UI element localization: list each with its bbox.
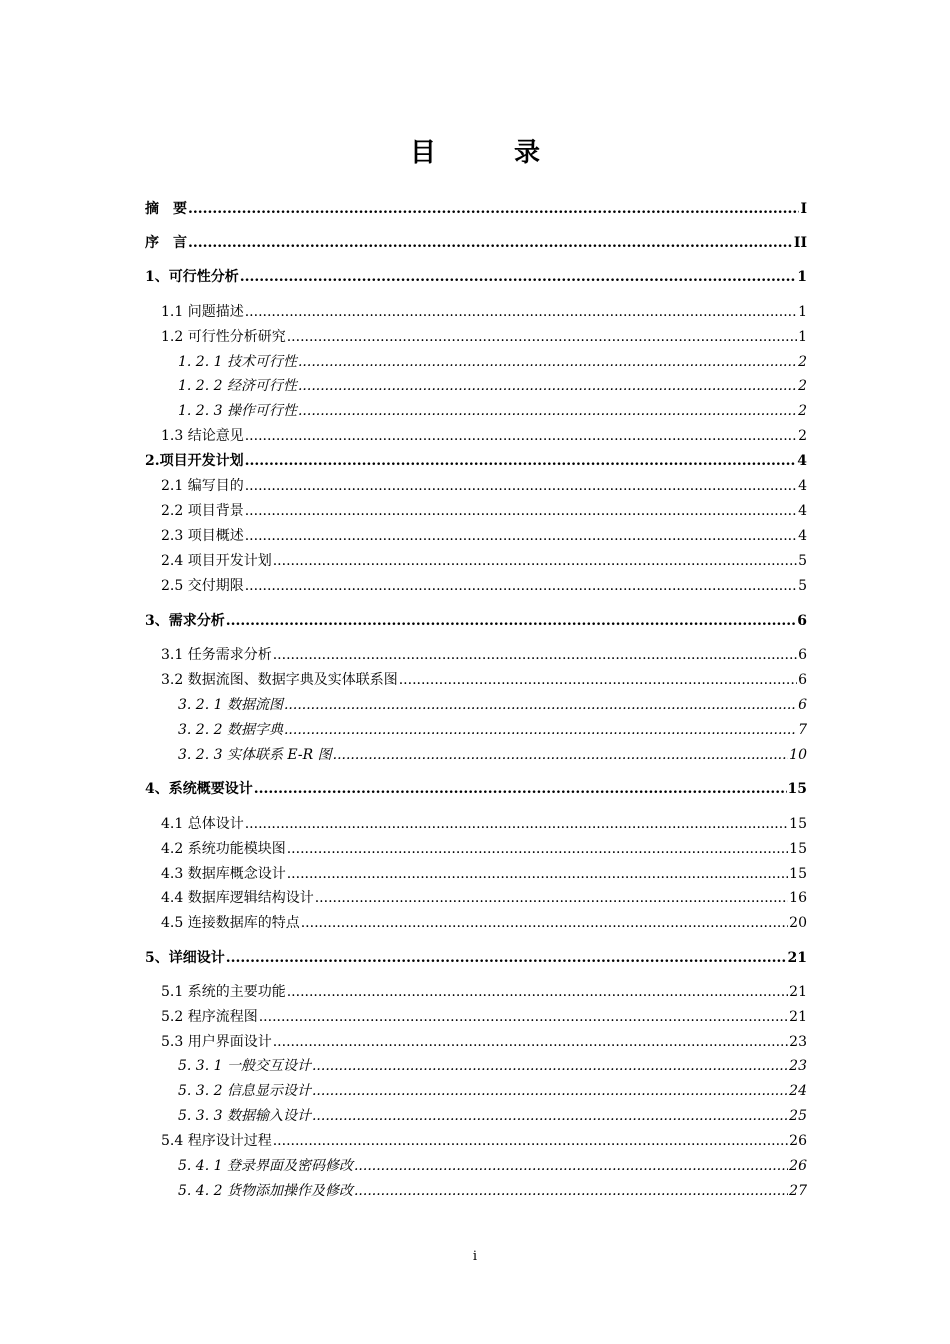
- toc-entry-page: 26: [789, 1133, 807, 1149]
- toc-entry[interactable]: [145, 1080, 807, 1100]
- toc-leader-dots: [287, 329, 797, 345]
- toc-entry-label: 摘 要: [145, 201, 187, 217]
- toc-leader-dots: [287, 984, 788, 1000]
- toc-entry-label: 4.4 数据库逻辑结构设计: [161, 890, 314, 906]
- toc-leader-dots: [354, 1183, 788, 1199]
- toc-leader-dots: [298, 403, 797, 419]
- toc-entry-label: 5. 3. 2 信息显示设计: [178, 1083, 311, 1099]
- toc-entry-page: 6: [797, 613, 807, 629]
- toc-title: 目 录: [409, 138, 566, 168]
- toc-entry[interactable]: [145, 694, 807, 714]
- toc-leader-dots: [315, 890, 788, 906]
- toc-entry-label: 1.1 问题描述: [161, 304, 244, 320]
- toc-entry-label: 4、系统概要设计: [145, 781, 253, 797]
- toc-entry-label: 3.2 数据流图、数据字典及实体联系图: [161, 672, 398, 688]
- toc-entry-page: 21: [787, 950, 807, 966]
- toc-entry[interactable]: [145, 838, 807, 858]
- toc-leader-dots: [245, 528, 797, 544]
- toc-entry[interactable]: [145, 1130, 807, 1150]
- toc-entry-page: 24: [789, 1083, 807, 1099]
- toc-entry-label: 5. 4. 2 货物添加操作及修改: [178, 1183, 353, 1199]
- toc-leader-dots: [301, 915, 788, 931]
- toc-entry-page: 16: [789, 890, 807, 906]
- toc-entry-label: 5、详细设计: [145, 950, 225, 966]
- toc-leader-dots: [259, 1009, 788, 1025]
- toc-entry-label: 序 言: [145, 235, 187, 251]
- toc-entry[interactable]: [145, 575, 807, 595]
- toc-leader-dots: [226, 950, 787, 966]
- toc-leader-dots: [254, 781, 787, 797]
- toc-entry-label: 2.3 项目概述: [161, 528, 244, 544]
- toc-leader-dots: [188, 235, 793, 251]
- toc-entry-label: 3.1 任务需求分析: [161, 647, 272, 663]
- toc-leader-dots: [240, 269, 797, 285]
- toc-entry[interactable]: [145, 475, 807, 495]
- toc-entry-label: 1.3 结论意见: [161, 428, 244, 444]
- toc-entry-page: 6: [798, 697, 807, 713]
- toc-leader-dots: [284, 722, 797, 738]
- toc-entry-page: 15: [787, 781, 807, 797]
- toc-entry-page: 25: [789, 1108, 807, 1124]
- toc-entry-label: 5. 3. 1 一般交互设计: [178, 1058, 311, 1074]
- toc-entry-page: 5: [798, 553, 807, 569]
- toc-entry-page: 15: [789, 816, 807, 832]
- toc-entry[interactable]: [145, 425, 807, 445]
- toc-entry-label: 2.2 项目背景: [161, 503, 244, 519]
- toc-leader-dots: [245, 816, 788, 832]
- toc-leader-dots: [333, 747, 789, 763]
- toc-entry-page: 1: [798, 304, 807, 320]
- toc-entry[interactable]: [145, 301, 807, 321]
- toc-entry[interactable]: [145, 198, 807, 218]
- toc-entry-label: 2.项目开发计划: [145, 453, 244, 469]
- toc-entry-label: 1. 2. 3 操作可行性: [178, 403, 297, 419]
- toc-leader-dots: [188, 201, 799, 217]
- toc-entry[interactable]: [145, 326, 807, 346]
- toc-entry-page: 2: [798, 428, 807, 444]
- toc-entry-label: 1. 2. 1 技术可行性: [178, 354, 297, 370]
- toc-entry-label: 1. 2. 2 经济可行性: [178, 378, 297, 394]
- toc-entry-page: 4: [798, 478, 807, 494]
- toc-entry[interactable]: [145, 947, 807, 967]
- toc-leader-dots: [298, 378, 797, 394]
- toc-leader-dots: [298, 354, 797, 370]
- toc-entry-label: 4.1 总体设计: [161, 816, 244, 832]
- toc-entry[interactable]: [145, 525, 807, 545]
- toc-entry[interactable]: [145, 887, 807, 907]
- toc-entry[interactable]: [145, 232, 807, 252]
- toc-leader-dots: [273, 1133, 788, 1149]
- toc-entry-page: 21: [789, 1009, 807, 1025]
- toc-entry-page: 10: [789, 747, 807, 763]
- toc-leader-dots: [399, 672, 797, 688]
- toc-entry-page: 15: [789, 866, 807, 882]
- toc-entry[interactable]: [145, 744, 807, 764]
- toc-entry-page: 7: [798, 722, 807, 738]
- page-number-footer: i: [472, 1249, 478, 1264]
- toc-entry-page: 23: [789, 1034, 807, 1050]
- toc-leader-dots: [312, 1058, 788, 1074]
- toc-entry[interactable]: [145, 550, 807, 570]
- toc-leader-dots: [312, 1083, 788, 1099]
- toc-entry[interactable]: [145, 912, 807, 932]
- toc-entry[interactable]: [145, 719, 807, 739]
- toc-entry-label: 3. 2. 3 实体联系 E-R 图: [178, 747, 332, 763]
- toc-leader-dots: [245, 304, 797, 320]
- toc-leader-dots: [226, 613, 797, 629]
- toc-entry[interactable]: [145, 1180, 807, 1200]
- toc-leader-dots: [273, 1034, 788, 1050]
- toc-leader-dots: [245, 503, 797, 519]
- toc-leader-dots: [245, 478, 797, 494]
- toc-leader-dots: [287, 841, 788, 857]
- toc-entry[interactable]: [145, 375, 807, 395]
- toc-entry-label: 3. 2. 2 数据字典: [178, 722, 283, 738]
- toc-leader-dots: [354, 1158, 788, 1174]
- toc-entry-page: 6: [798, 672, 807, 688]
- toc-leader-dots: [273, 647, 797, 663]
- toc-entry[interactable]: [145, 863, 807, 883]
- toc-entry-page: II: [793, 235, 807, 251]
- toc-entry-label: 5.2 程序流程图: [161, 1009, 258, 1025]
- toc-leader-dots: [245, 453, 797, 469]
- toc-leader-dots: [245, 578, 797, 594]
- toc-entry-page: 15: [789, 841, 807, 857]
- toc-entry-label: 2.4 项目开发计划: [161, 553, 272, 569]
- toc-leader-dots: [312, 1108, 788, 1124]
- toc-entry-label: 5.3 用户界面设计: [161, 1034, 272, 1050]
- toc-leader-dots: [273, 553, 797, 569]
- toc-entry-page: 26: [789, 1158, 807, 1174]
- toc-entry-page: 4: [797, 453, 807, 469]
- toc-entry[interactable]: [145, 450, 807, 470]
- toc-leader-dots: [284, 697, 797, 713]
- toc-entry-page: 23: [789, 1058, 807, 1074]
- toc-entry-label: 5. 3. 3 数据输入设计: [178, 1108, 311, 1124]
- toc-entry-page: 2: [798, 378, 807, 394]
- toc-entry[interactable]: [145, 1155, 807, 1175]
- toc-entry-page: 5: [798, 578, 807, 594]
- toc-entry[interactable]: [145, 500, 807, 520]
- toc-entry[interactable]: [145, 1031, 807, 1051]
- toc-entry-label: 2.5 交付期限: [161, 578, 244, 594]
- toc-entry-label: 5. 4. 1 登录界面及密码修改: [178, 1158, 353, 1174]
- toc-entry[interactable]: [145, 644, 807, 664]
- toc-entry-label: 2.1 编写目的: [161, 478, 244, 494]
- toc-entry-page: 1: [798, 329, 807, 345]
- toc-leader-dots: [245, 428, 797, 444]
- toc-entry[interactable]: [145, 1006, 807, 1026]
- toc-entry-page: 4: [798, 528, 807, 544]
- toc-entry-label: 5.1 系统的主要功能: [161, 984, 286, 1000]
- toc-entry-label: 3、需求分析: [145, 613, 225, 629]
- toc-entry-page: I: [800, 201, 807, 217]
- toc-entry-label: 1、可行性分析: [145, 269, 239, 285]
- toc-entry-label: 4.5 连接数据库的特点: [161, 915, 300, 931]
- toc-entry[interactable]: [145, 266, 807, 286]
- toc-entry-page: 20: [789, 915, 807, 931]
- toc-entry[interactable]: [145, 981, 807, 1001]
- toc-entry-page: 4: [798, 503, 807, 519]
- toc-entry-label: 5.4 程序设计过程: [161, 1133, 272, 1149]
- toc-entry[interactable]: [145, 351, 807, 371]
- toc-entry-page: 27: [789, 1183, 807, 1199]
- toc-entry[interactable]: [145, 400, 807, 420]
- toc-entry-page: 6: [798, 647, 807, 663]
- toc-entry-label: 4.3 数据库概念设计: [161, 866, 286, 882]
- toc-entry[interactable]: [145, 813, 807, 833]
- toc-entry-page: 21: [789, 984, 807, 1000]
- toc-entry-page: 1: [797, 269, 807, 285]
- toc-leader-dots: [287, 866, 788, 882]
- toc-entry-page: 2: [798, 354, 807, 370]
- toc-entry[interactable]: [145, 669, 807, 689]
- toc-entry[interactable]: [145, 778, 807, 798]
- toc-entry-label: 4.2 系统功能模块图: [161, 841, 286, 857]
- toc-entry-page: 2: [798, 403, 807, 419]
- toc-entry[interactable]: [145, 1105, 807, 1125]
- toc-entry-label: 1.2 可行性分析研究: [161, 329, 286, 345]
- toc-entry[interactable]: [145, 1055, 807, 1075]
- toc-entry-label: 3. 2. 1 数据流图: [178, 697, 283, 713]
- toc-entry[interactable]: [145, 610, 807, 630]
